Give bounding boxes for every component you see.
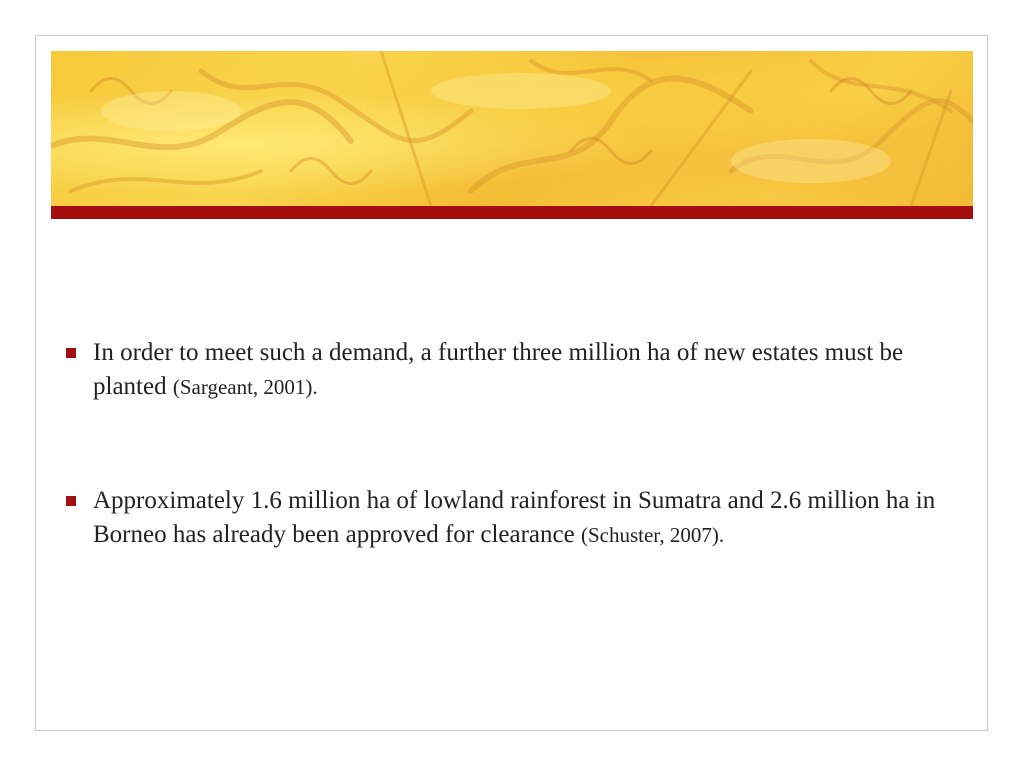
citation: (Sargeant, 2001) bbox=[172, 375, 313, 399]
decorative-banner bbox=[51, 51, 973, 206]
banner-accent-rule bbox=[51, 206, 973, 219]
square-bullet-icon bbox=[66, 348, 76, 358]
citation: (Schuster, 2007). bbox=[580, 523, 725, 547]
bullet-text: In order to meet such a demand, a further three million ha of new estates must be planted bbox=[93, 339, 904, 400]
banner-texture bbox=[51, 51, 973, 206]
bullet-text: Approximately 1.6 million ha of lowland rainforest in Sumatra and 2.6 million ha in Borneo has already been approved for clearance bbox=[93, 487, 936, 548]
bullet-item bbox=[62, 484, 952, 552]
square-bullet-icon bbox=[66, 496, 76, 506]
bullet-item bbox=[62, 336, 952, 404]
citation-trailing: . bbox=[312, 375, 318, 399]
slide-body bbox=[62, 336, 952, 552]
